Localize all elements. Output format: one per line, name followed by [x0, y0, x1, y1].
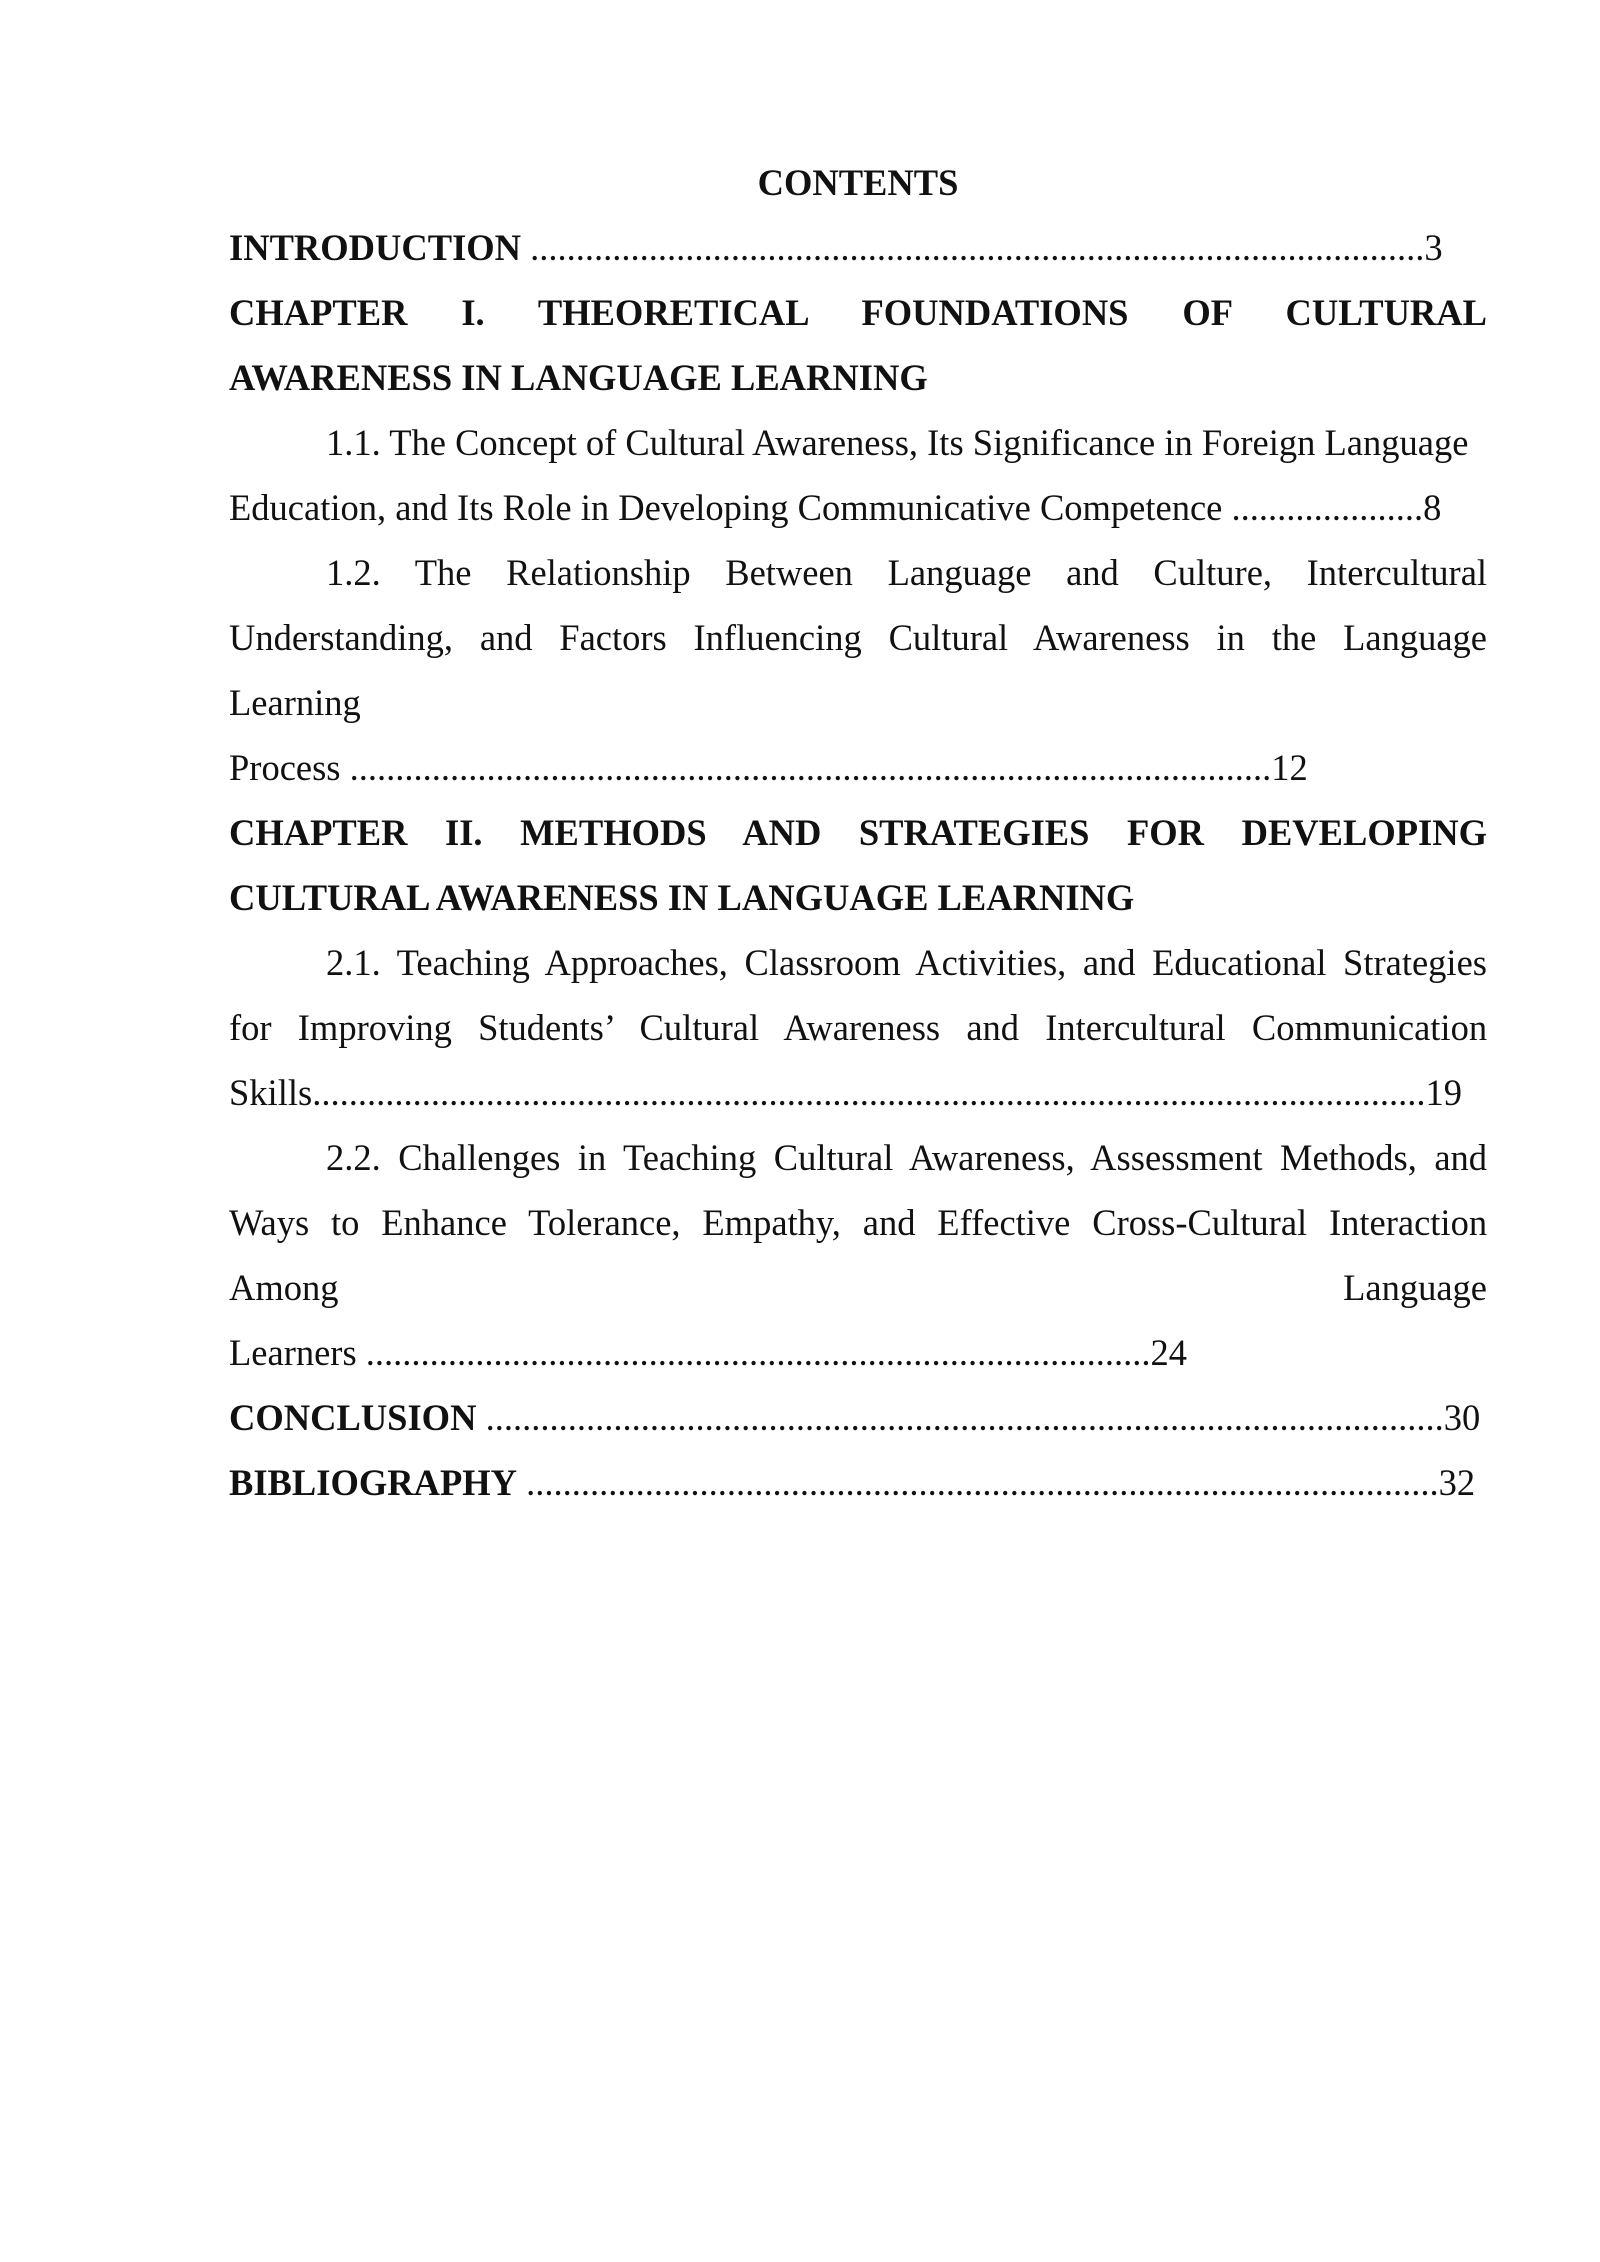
word: The: [414, 552, 472, 593]
word: Tolerance,: [528, 1202, 681, 1243]
word: FOUNDATIONS: [861, 292, 1129, 333]
word: Challenges: [398, 1137, 561, 1178]
word: and: [479, 617, 533, 658]
word: Understanding,: [229, 617, 454, 658]
word: FOR: [1127, 812, 1205, 853]
toc-entry-2-1-line-1[interactable]: [229, 930, 1487, 995]
word: Teaching: [623, 1137, 757, 1178]
word: Intercultural: [1045, 1007, 1226, 1048]
toc-entry-1-2-line-4[interactable]: [229, 735, 1487, 800]
page-number: 8: [1423, 487, 1442, 528]
word: DEVELOPING: [1241, 812, 1487, 853]
word: Assessment: [1090, 1137, 1263, 1178]
word: Influencing: [693, 617, 862, 658]
word: 2.2.: [326, 1137, 381, 1178]
word: Intercultural: [1306, 552, 1488, 593]
toc-entry-bibliography[interactable]: [229, 1450, 1487, 1515]
word: II.: [445, 812, 483, 853]
word: Communication: [1251, 1007, 1488, 1048]
toc-entry-2-2-line-4[interactable]: [229, 1320, 1487, 1385]
word: in: [1216, 617, 1245, 658]
page-number: 19: [1425, 1072, 1462, 1113]
word: Cross-Cultural: [1092, 1202, 1308, 1243]
toc-entry-2-2-line-1[interactable]: [229, 1125, 1487, 1190]
word: Awareness,: [908, 1137, 1075, 1178]
toc-entry-conclusion[interactable]: [229, 1385, 1487, 1450]
toc-entry-2-1-line-3[interactable]: [229, 1060, 1487, 1125]
word: CHAPTER: [229, 812, 408, 853]
word: Cultural: [888, 617, 1009, 658]
word: Relationship: [506, 552, 691, 593]
dot-leader: ......................................................................................: [356, 1332, 1151, 1373]
toc-entry-chapter-1-line-1[interactable]: [229, 280, 1487, 345]
word: Awareness: [783, 1007, 941, 1048]
toc-entry-1-1-line-2[interactable]: [229, 475, 1487, 540]
word: I.: [461, 292, 485, 333]
dot-leader: ..........................................................................................................................: [312, 1072, 1426, 1113]
word: and: [1066, 552, 1119, 593]
page-number: 24: [1150, 1332, 1188, 1373]
word: and: [1434, 1137, 1488, 1178]
entry-label: Skills: [229, 1072, 313, 1113]
word: Cultural: [639, 1007, 760, 1048]
word: Effective: [937, 1202, 1071, 1243]
toc-entry-1-2-line-2[interactable]: [229, 605, 1487, 670]
word: Approaches,: [544, 942, 728, 983]
toc-entry-chapter-2-line-2[interactable]: CULTURAL AWARENESS IN LANGUAGE LEARNING: [229, 877, 1135, 918]
word: 2.1.: [326, 942, 381, 983]
word: Students’: [478, 1007, 614, 1048]
word: Language: [887, 552, 1032, 593]
word: AND: [742, 812, 822, 853]
toc-entry-1-2-line-1[interactable]: [229, 540, 1487, 605]
toc-entry-2-1-line-2[interactable]: [229, 995, 1487, 1060]
word: Activities,: [915, 942, 1067, 983]
word: Strategies: [1343, 942, 1487, 983]
page-number: 12: [1271, 747, 1308, 788]
word: Educational: [1152, 942, 1327, 983]
entry-label: Learners: [229, 1332, 357, 1373]
word: Cultural: [773, 1137, 894, 1178]
word: Classroom: [744, 942, 901, 983]
toc-entry-1-1-line-1[interactable]: 1.1. The Concept of Cultural Awareness, Its Significance in Foreign Language: [326, 422, 1469, 463]
word: Teaching: [396, 942, 530, 983]
word: and: [966, 1007, 1020, 1048]
toc-entry-introduction[interactable]: [229, 215, 1487, 280]
word: STRATEGIES: [858, 812, 1090, 853]
toc-entry-2-2-line-2[interactable]: [229, 1190, 1487, 1255]
entry-label: INTRODUCTION: [229, 227, 522, 268]
word: Language: [1343, 1267, 1487, 1308]
word: Methods,: [1279, 1137, 1417, 1178]
word: CULTURAL: [1285, 292, 1487, 333]
word: THEORETICAL: [537, 292, 808, 333]
word: Empathy,: [702, 1202, 841, 1243]
word: in: [577, 1137, 607, 1178]
dot-leader: ..................................................................................................: [521, 227, 1425, 268]
word: and: [862, 1202, 916, 1243]
word: CHAPTER: [229, 292, 408, 333]
word: the: [1271, 617, 1317, 658]
entry-label: BIBLIOGRAPHY: [229, 1462, 517, 1503]
dot-leader: ....................................................................................................: [517, 1462, 1439, 1503]
entry-label: Education, and Its Role in Developing Communicative Competence: [229, 487, 1223, 528]
toc-entry-2-2-line-3[interactable]: [229, 1255, 1487, 1320]
word: and: [1082, 942, 1136, 983]
dot-leader: .........................................................................................................: [476, 1397, 1444, 1438]
toc-entry-chapter-2-line-1[interactable]: [229, 800, 1487, 865]
word: Among: [229, 1267, 339, 1308]
word: 1.2.: [326, 552, 381, 593]
word: Between: [725, 552, 853, 593]
word: Interaction: [1328, 1202, 1488, 1243]
toc-entry-1-2-line-3[interactable]: Learning: [229, 682, 361, 723]
word: Improving: [297, 1007, 452, 1048]
word: METHODS: [520, 812, 707, 853]
word: Ways: [229, 1202, 310, 1243]
word: Awareness: [1032, 617, 1190, 658]
toc-entry-chapter-1-line-2[interactable]: AWARENESS IN LANGUAGE LEARNING: [229, 357, 928, 398]
page-number: 30: [1443, 1397, 1481, 1438]
table-of-contents: [229, 150, 1487, 1515]
entry-label: CONCLUSION: [229, 1397, 477, 1438]
word: Enhance: [381, 1202, 507, 1243]
word: to: [331, 1202, 360, 1243]
dot-leader: .....................: [1222, 487, 1424, 528]
word: for: [229, 1007, 272, 1048]
contents-title: CONTENTS: [757, 162, 959, 203]
entry-label: Process: [229, 747, 341, 788]
page-number: 32: [1438, 1462, 1476, 1503]
word: OF: [1182, 292, 1232, 333]
dot-leader: .....................................................................................................: [340, 747, 1272, 788]
page-number: 3: [1424, 227, 1443, 268]
word: Culture,: [1153, 552, 1273, 593]
word: Factors: [559, 617, 667, 658]
word: Language: [1343, 617, 1487, 658]
